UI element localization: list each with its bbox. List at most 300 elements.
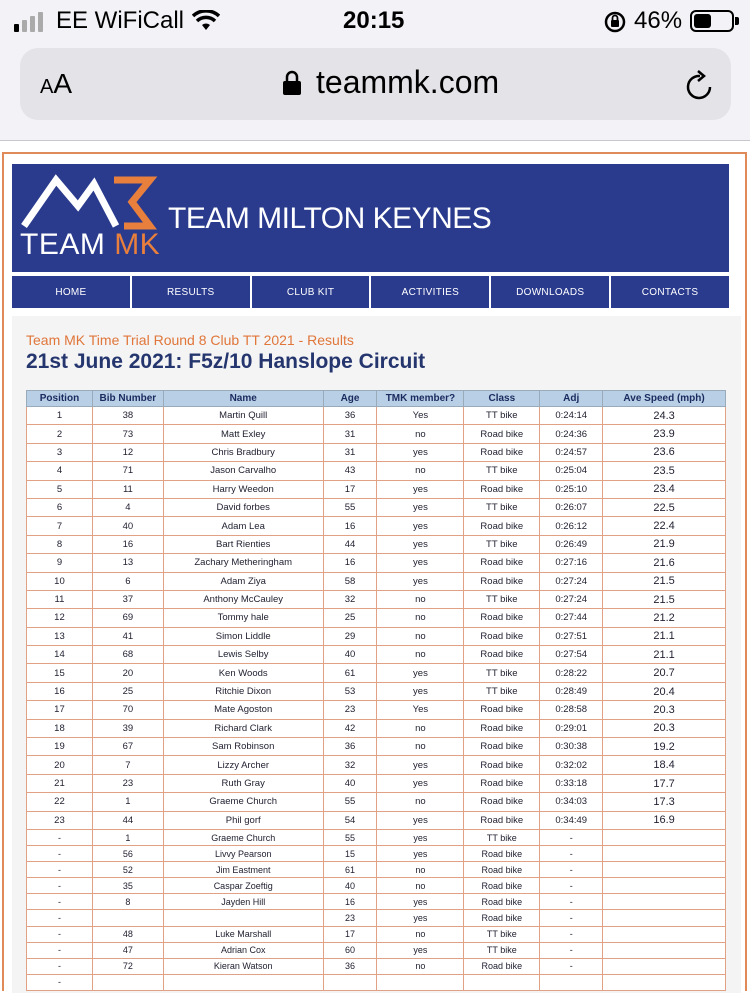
- table-row: [27, 664, 726, 682]
- table-cell: [603, 974, 726, 990]
- table-cell: 56: [92, 846, 163, 862]
- table-cell: 22.5: [603, 498, 726, 516]
- table-row: [27, 480, 726, 498]
- table-cell: 31: [323, 425, 377, 443]
- table-cell: Jayden Hill: [163, 894, 323, 910]
- table-cell: 1: [92, 829, 163, 845]
- table-cell: 18.4: [603, 756, 726, 774]
- table-cell: [603, 910, 726, 926]
- table-cell: 16: [323, 554, 377, 572]
- table-cell: Road bike: [464, 646, 540, 664]
- team-mk-logo: [20, 170, 160, 230]
- table-row: [27, 894, 726, 910]
- table-cell: David forbes: [163, 498, 323, 516]
- table-row: [27, 738, 726, 756]
- main-nav: [12, 276, 729, 308]
- table-cell: [464, 974, 540, 990]
- table-cell: [163, 910, 323, 926]
- table-cell: [323, 974, 377, 990]
- table-row: [27, 646, 726, 664]
- nav-activities[interactable]: ACTIVITIES: [371, 276, 489, 308]
- table-cell: 22.4: [603, 517, 726, 535]
- table-cell: 36: [323, 738, 377, 756]
- table-cell: 0:28:49: [540, 682, 603, 700]
- rotation-lock-icon: [603, 10, 627, 34]
- nav-results[interactable]: RESULTS: [132, 276, 250, 308]
- table-cell: [603, 878, 726, 894]
- table-cell: -: [540, 894, 603, 910]
- table-cell: -: [27, 974, 93, 990]
- table-cell: Lizzy Archer: [163, 756, 323, 774]
- nav-home[interactable]: HOME: [12, 276, 130, 308]
- table-cell: TT bike: [464, 829, 540, 845]
- table-cell: 55: [323, 829, 377, 845]
- table-cell: 44: [92, 811, 163, 829]
- table-cell: 0:34:03: [540, 793, 603, 811]
- table-cell: 11: [92, 480, 163, 498]
- table-cell: 21: [27, 774, 93, 792]
- table-cell: 8: [92, 894, 163, 910]
- table-cell: 20.3: [603, 719, 726, 737]
- table-cell: Road bike: [464, 609, 540, 627]
- table-cell: -: [540, 942, 603, 958]
- table-cell: 23.4: [603, 480, 726, 498]
- table-cell: 71: [92, 462, 163, 480]
- table-cell: Harry Weedon: [163, 480, 323, 498]
- results-content: [12, 316, 741, 993]
- table-cell: no: [377, 878, 464, 894]
- table-cell: -: [27, 926, 93, 942]
- table-cell: -: [540, 910, 603, 926]
- table-cell: 12: [92, 443, 163, 461]
- table-cell: 16: [323, 517, 377, 535]
- table-row: [27, 554, 726, 572]
- table-cell: 14: [27, 646, 93, 664]
- table-cell: 16.9: [603, 811, 726, 829]
- table-cell: 11: [27, 590, 93, 608]
- table-cell: Road bike: [464, 701, 540, 719]
- table-cell: Road bike: [464, 627, 540, 645]
- table-cell: 17: [323, 926, 377, 942]
- table-cell: TT bike: [464, 498, 540, 516]
- table-cell: Graeme Church: [163, 829, 323, 845]
- table-cell: -: [540, 926, 603, 942]
- table-row: [27, 926, 726, 942]
- table-row: [27, 811, 726, 829]
- lock-icon: [282, 70, 302, 96]
- column-header: Ave Speed (mph): [603, 391, 726, 407]
- table-cell: -: [27, 942, 93, 958]
- table-cell: 0:28:22: [540, 664, 603, 682]
- table-cell: Road bike: [464, 719, 540, 737]
- table-cell: Road bike: [464, 774, 540, 792]
- table-cell: no: [377, 793, 464, 811]
- table-cell: no: [377, 425, 464, 443]
- table-cell: Adam Lea: [163, 517, 323, 535]
- table-cell: -: [540, 958, 603, 974]
- table-cell: Road bike: [464, 862, 540, 878]
- battery-icon: [690, 10, 734, 32]
- table-cell: Jason Carvalho: [163, 462, 323, 480]
- table-row: [27, 774, 726, 792]
- table-cell: Richard Clark: [163, 719, 323, 737]
- nav-club-kit[interactable]: CLUB KIT: [252, 276, 370, 308]
- web-page: [2, 152, 747, 991]
- table-cell: Martin Quill: [163, 407, 323, 425]
- table-cell: Ritchie Dixon: [163, 682, 323, 700]
- table-cell: 0:24:36: [540, 425, 603, 443]
- table-row: [27, 719, 726, 737]
- table-cell: Road bike: [464, 425, 540, 443]
- table-cell: 0:27:51: [540, 627, 603, 645]
- table-cell: yes: [377, 480, 464, 498]
- results-heading: 21st June 2021: F5z/10 Hanslope Circuit: [26, 350, 426, 373]
- battery-percent: 46%: [634, 7, 683, 34]
- table-cell: 4: [27, 462, 93, 480]
- table-row: [27, 443, 726, 461]
- table-row: [27, 701, 726, 719]
- table-header-row: [27, 391, 726, 407]
- table-cell: TT bike: [464, 407, 540, 425]
- table-row: [27, 498, 726, 516]
- reload-icon[interactable]: [684, 68, 716, 102]
- table-cell: 23.5: [603, 462, 726, 480]
- table-cell: 0:27:24: [540, 572, 603, 590]
- table-cell: -: [540, 829, 603, 845]
- table-cell: Yes: [377, 701, 464, 719]
- table-cell: 68: [92, 646, 163, 664]
- table-cell: 0:28:58: [540, 701, 603, 719]
- table-cell: TT bike: [464, 926, 540, 942]
- table-cell: 20: [92, 664, 163, 682]
- table-cell: 32: [323, 590, 377, 608]
- table-cell: Ken Woods: [163, 664, 323, 682]
- status-bar: [0, 0, 750, 44]
- table-cell: [92, 910, 163, 926]
- table-cell: 0:26:49: [540, 535, 603, 553]
- table-row: [27, 878, 726, 894]
- table-cell: 13: [92, 554, 163, 572]
- table-cell: 16: [27, 682, 93, 700]
- table-cell: Road bike: [464, 793, 540, 811]
- table-cell: Road bike: [464, 738, 540, 756]
- table-cell: yes: [377, 664, 464, 682]
- table-cell: Road bike: [464, 572, 540, 590]
- table-cell: Chris Bradbury: [163, 443, 323, 461]
- table-cell: 0:30:38: [540, 738, 603, 756]
- column-header: Bib Number: [92, 391, 163, 407]
- table-cell: yes: [377, 829, 464, 845]
- table-row: [27, 958, 726, 974]
- table-cell: 23: [323, 910, 377, 926]
- table-cell: 53: [323, 682, 377, 700]
- table-cell: Zachary Metheringham: [163, 554, 323, 572]
- column-header: Adj: [540, 391, 603, 407]
- table-cell: Tommy hale: [163, 609, 323, 627]
- table-cell: 15: [27, 664, 93, 682]
- table-cell: no: [377, 738, 464, 756]
- table-cell: 0:26:07: [540, 498, 603, 516]
- table-cell: 20.4: [603, 682, 726, 700]
- table-cell: Simon Liddle: [163, 627, 323, 645]
- column-header: Age: [323, 391, 377, 407]
- table-row: [27, 407, 726, 425]
- table-cell: yes: [377, 894, 464, 910]
- table-cell: 38: [92, 407, 163, 425]
- table-row: [27, 793, 726, 811]
- table-cell: TT bike: [464, 682, 540, 700]
- table-cell: 0:27:24: [540, 590, 603, 608]
- column-header: Class: [464, 391, 540, 407]
- table-cell: 21.1: [603, 627, 726, 645]
- table-cell: yes: [377, 535, 464, 553]
- table-cell: TT bike: [464, 942, 540, 958]
- table-cell: no: [377, 462, 464, 480]
- text-size-button[interactable]: AA: [40, 68, 73, 99]
- table-cell: 43: [323, 462, 377, 480]
- table-cell: Road bike: [464, 554, 540, 572]
- table-cell: 20.7: [603, 664, 726, 682]
- table-cell: yes: [377, 572, 464, 590]
- table-cell: 3: [27, 443, 93, 461]
- table-cell: 10: [27, 572, 93, 590]
- table-row: [27, 462, 726, 480]
- table-cell: 39: [92, 719, 163, 737]
- table-cell: Luke Marshall: [163, 926, 323, 942]
- table-cell: 37: [92, 590, 163, 608]
- table-cell: 29: [323, 627, 377, 645]
- table-cell: [603, 894, 726, 910]
- signal-icon: [14, 12, 43, 32]
- table-cell: yes: [377, 682, 464, 700]
- table-cell: 6: [92, 572, 163, 590]
- carrier-label: EE WiFiCall: [56, 7, 185, 34]
- table-cell: 22: [27, 793, 93, 811]
- table-row: [27, 535, 726, 553]
- table-cell: Livvy Pearson: [163, 846, 323, 862]
- table-cell: [603, 829, 726, 845]
- nav-downloads[interactable]: DOWNLOADS: [491, 276, 609, 308]
- table-cell: 1: [27, 407, 93, 425]
- table-cell: Road bike: [464, 756, 540, 774]
- table-cell: 13: [27, 627, 93, 645]
- table-cell: yes: [377, 756, 464, 774]
- table-cell: Jim Eastment: [163, 862, 323, 878]
- table-cell: [92, 974, 163, 990]
- table-cell: no: [377, 958, 464, 974]
- table-cell: Phil gorf: [163, 811, 323, 829]
- table-cell: Lewis Selby: [163, 646, 323, 664]
- column-header: Position: [27, 391, 93, 407]
- table-cell: yes: [377, 811, 464, 829]
- table-cell: no: [377, 590, 464, 608]
- table-cell: 17.7: [603, 774, 726, 792]
- table-cell: Matt Exley: [163, 425, 323, 443]
- table-row: [27, 682, 726, 700]
- table-cell: [603, 926, 726, 942]
- logo-text: TEAM MK: [20, 228, 161, 261]
- table-cell: 35: [92, 878, 163, 894]
- address-bar[interactable]: [20, 48, 731, 120]
- table-cell: 23: [323, 701, 377, 719]
- table-cell: yes: [377, 942, 464, 958]
- table-cell: 32: [323, 756, 377, 774]
- table-cell: [603, 862, 726, 878]
- table-cell: -: [540, 878, 603, 894]
- table-cell: TT bike: [464, 590, 540, 608]
- table-cell: 73: [92, 425, 163, 443]
- nav-contacts[interactable]: CONTACTS: [611, 276, 729, 308]
- table-cell: 25: [323, 609, 377, 627]
- table-cell: 48: [92, 926, 163, 942]
- table-cell: 21.2: [603, 609, 726, 627]
- table-cell: 19.2: [603, 738, 726, 756]
- table-cell: 6: [27, 498, 93, 516]
- table-cell: no: [377, 926, 464, 942]
- table-cell: 21.5: [603, 590, 726, 608]
- table-cell: 23.9: [603, 425, 726, 443]
- results-table: [26, 390, 726, 991]
- table-cell: 0:25:10: [540, 480, 603, 498]
- table-cell: 47: [92, 942, 163, 958]
- table-cell: 16: [92, 535, 163, 553]
- table-cell: 20.3: [603, 701, 726, 719]
- table-cell: 12: [27, 609, 93, 627]
- table-cell: 72: [92, 958, 163, 974]
- table-cell: 21.5: [603, 572, 726, 590]
- table-cell: Graeme Church: [163, 793, 323, 811]
- table-cell: 41: [92, 627, 163, 645]
- table-cell: no: [377, 627, 464, 645]
- table-cell: 31: [323, 443, 377, 461]
- table-row: [27, 425, 726, 443]
- table-cell: -: [27, 846, 93, 862]
- table-cell: 4: [92, 498, 163, 516]
- results-subtitle: Team MK Time Trial Round 8 Club TT 2021 - Results: [26, 332, 354, 348]
- table-cell: [163, 974, 323, 990]
- table-cell: TT bike: [464, 535, 540, 553]
- table-cell: 58: [323, 572, 377, 590]
- table-cell: 0:33:18: [540, 774, 603, 792]
- table-cell: 9: [27, 554, 93, 572]
- table-cell: 0:24:14: [540, 407, 603, 425]
- table-cell: Caspar Zoeftig: [163, 878, 323, 894]
- table-cell: 70: [92, 701, 163, 719]
- table-cell: 36: [323, 958, 377, 974]
- table-row: [27, 829, 726, 845]
- table-cell: -: [27, 910, 93, 926]
- table-row: [27, 627, 726, 645]
- table-cell: yes: [377, 846, 464, 862]
- table-cell: 25: [92, 682, 163, 700]
- browser-toolbar: [0, 44, 750, 141]
- table-cell: Ruth Gray: [163, 774, 323, 792]
- table-cell: 16: [323, 894, 377, 910]
- table-cell: no: [377, 862, 464, 878]
- table-row: [27, 942, 726, 958]
- table-cell: 18: [27, 719, 93, 737]
- table-cell: Adam Ziya: [163, 572, 323, 590]
- table-row: [27, 974, 726, 990]
- table-cell: no: [377, 719, 464, 737]
- table-cell: TT bike: [464, 462, 540, 480]
- table-cell: 0:27:54: [540, 646, 603, 664]
- table-cell: 20: [27, 756, 93, 774]
- table-cell: Road bike: [464, 958, 540, 974]
- table-cell: -: [27, 862, 93, 878]
- table-row: [27, 609, 726, 627]
- table-row: [27, 590, 726, 608]
- table-cell: 0:25:04: [540, 462, 603, 480]
- table-cell: 21.9: [603, 535, 726, 553]
- table-cell: -: [27, 829, 93, 845]
- table-cell: [603, 942, 726, 958]
- table-cell: 15: [323, 846, 377, 862]
- table-cell: 61: [323, 862, 377, 878]
- table-cell: Road bike: [464, 517, 540, 535]
- table-cell: 40: [323, 878, 377, 894]
- table-cell: 42: [323, 719, 377, 737]
- table-cell: 67: [92, 738, 163, 756]
- table-cell: yes: [377, 554, 464, 572]
- table-cell: yes: [377, 774, 464, 792]
- table-cell: -: [540, 862, 603, 878]
- site-banner: [12, 164, 729, 272]
- table-cell: 54: [323, 811, 377, 829]
- table-cell: 0:24:57: [540, 443, 603, 461]
- table-cell: Road bike: [464, 811, 540, 829]
- table-row: [27, 846, 726, 862]
- table-cell: Adrian Cox: [163, 942, 323, 958]
- table-cell: 40: [92, 517, 163, 535]
- table-cell: Anthony McCauley: [163, 590, 323, 608]
- table-cell: -: [540, 846, 603, 862]
- table-cell: 17.3: [603, 793, 726, 811]
- table-cell: [377, 974, 464, 990]
- table-cell: 21.1: [603, 646, 726, 664]
- table-cell: 69: [92, 609, 163, 627]
- table-cell: 60: [323, 942, 377, 958]
- clock: 20:15: [343, 7, 405, 34]
- table-row: [27, 572, 726, 590]
- table-cell: 0:29:01: [540, 719, 603, 737]
- table-cell: 24.3: [603, 407, 726, 425]
- table-cell: 61: [323, 664, 377, 682]
- table-cell: 40: [323, 646, 377, 664]
- url-text[interactable]: teammk.com: [316, 64, 500, 100]
- table-cell: -: [27, 878, 93, 894]
- table-cell: 17: [27, 701, 93, 719]
- table-cell: [603, 846, 726, 862]
- column-header: TMK member?: [377, 391, 464, 407]
- table-cell: Bart Rienties: [163, 535, 323, 553]
- site-title: TEAM MILTON KEYNES: [168, 202, 492, 235]
- table-cell: Kieran Watson: [163, 958, 323, 974]
- table-cell: 55: [323, 498, 377, 516]
- table-cell: 0:27:44: [540, 609, 603, 627]
- table-cell: 23.6: [603, 443, 726, 461]
- table-cell: yes: [377, 910, 464, 926]
- table-cell: 0:34:49: [540, 811, 603, 829]
- table-cell: 55: [323, 793, 377, 811]
- table-cell: Yes: [377, 407, 464, 425]
- table-cell: -: [27, 958, 93, 974]
- table-cell: 23: [27, 811, 93, 829]
- table-cell: Mate Agoston: [163, 701, 323, 719]
- table-cell: no: [377, 609, 464, 627]
- table-cell: 21.6: [603, 554, 726, 572]
- table-cell: yes: [377, 517, 464, 535]
